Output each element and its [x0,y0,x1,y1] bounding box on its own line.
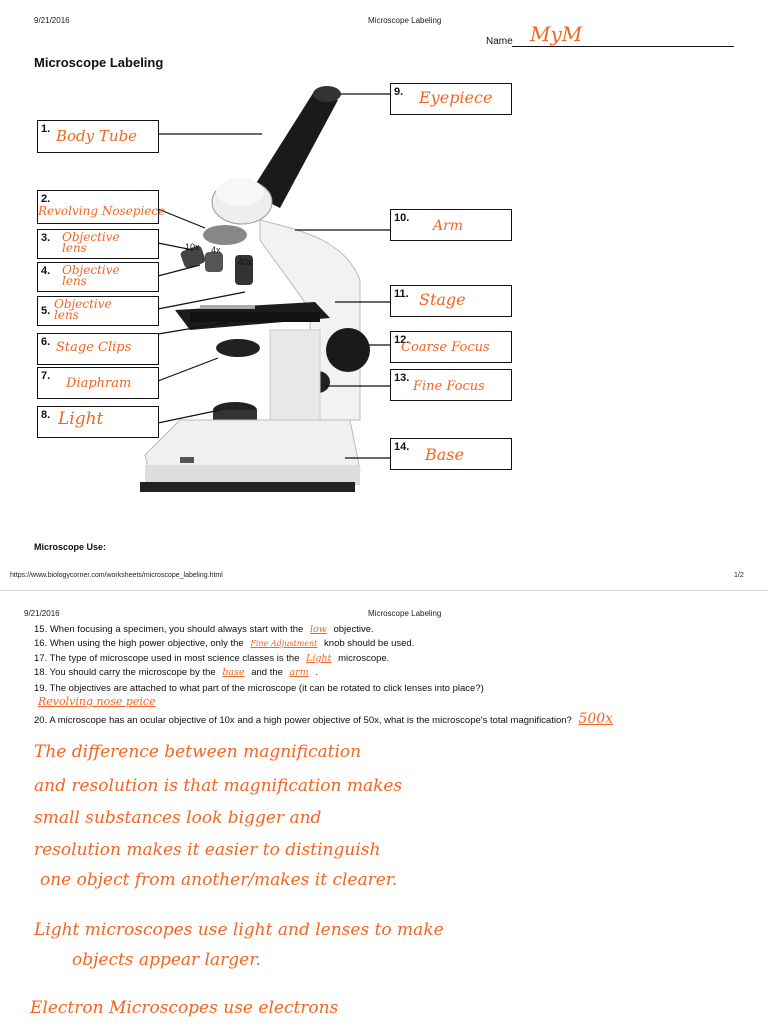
question-18 [34,667,318,678]
essay-line: The difference between magnification [34,742,362,762]
q18-answer-2: arm [289,667,309,678]
q16-post: knob should be used. [324,638,415,649]
label-answer: Light [58,409,104,429]
label-answer: Coarse Focus [401,340,490,355]
label-num: 9. [394,86,404,98]
label-box-8 [37,406,159,438]
question-20 [34,711,617,727]
footer-page: 1/2 [734,572,744,579]
question-19: 19. The objectives are attached to what part of the microscope (it can be rotated to click lenses into place?) [34,683,484,694]
question-15 [34,624,374,635]
label-answer: Revolving Nosepiece [38,204,166,218]
page1-date: 9/21/2016 [34,16,70,25]
essay-line: objects appear larger. [72,950,261,970]
lens-label-10x: 10x [185,242,200,252]
label-num: 5. [41,305,51,317]
q16-answer: Fine Adjustment [250,639,318,648]
q20-text: 20. A microscope has an ocular objective of 10x and a high power objective of 50x, what is the microscope's total magnification? [34,715,572,726]
label-num: 4. [41,265,51,277]
label-num: 10. [394,212,410,224]
label-num: 2. [41,193,51,205]
label-answer: Stage [419,290,466,309]
label-box-10 [390,209,512,241]
q18-text: 18. You should carry the microscope by the [34,667,216,678]
page2-date: 9/21/2016 [24,609,60,618]
label-answer: Base [425,445,464,464]
label-answer: Objective lens [54,297,112,322]
label-num: 3. [41,232,51,244]
page2-header-title: Microscope Labeling [368,609,442,618]
label-num: 6. [41,336,51,348]
label-box-9 [390,83,512,115]
question-17 [34,653,389,664]
label-box-6 [37,333,159,365]
q17-answer: Light [306,653,332,664]
q18-mid: and the [251,667,283,678]
q15-text: 15. When focusing a specimen, you should always start with the [34,624,304,635]
label-num: 7. [41,370,51,382]
q16-text: 16. When using the high power objective, only the [34,638,244,649]
microscope-use-heading: Microscope Use: [34,542,107,552]
label-answer: Objective lens [62,230,120,255]
label-box-13 [390,369,512,401]
q17-text: 17. The type of microscope used in most science classes is the [34,653,300,664]
label-box-4 [37,262,159,292]
name-label: Name [486,36,513,47]
essay-line: one object from another/makes it clearer. [40,870,398,890]
page-title: Microscope Labeling [34,55,164,70]
label-answer: Arm [433,218,464,234]
label-answer: Stage Clips [56,340,132,355]
page1-header-title: Microscope Labeling [368,16,442,25]
page-divider [0,590,768,591]
essay-line: resolution makes it easier to distinguish [34,840,381,860]
label-answer: Eyepiece [419,88,493,107]
lens-label-4x: 4x [211,245,221,255]
label-answer: Body Tube [56,127,138,145]
label-box-5 [37,296,159,326]
q18-answer-1: base [222,667,245,678]
label-box-11 [390,285,512,317]
label-num: 12. [394,334,410,346]
label-num: 13. [394,372,410,384]
name-value: MyM [530,22,583,46]
label-num: 1. [41,123,51,135]
question-16 [34,638,414,649]
label-answer: Fine Focus [413,379,485,394]
essay-line: Light microscopes use light and lenses to make [34,920,444,940]
lens-label-40x: 40x [238,257,253,267]
label-answer: Diaphram [66,376,132,391]
question-19-answer-line [34,695,160,708]
q20-answer: 500x [578,711,614,727]
label-answer: Objective lens [62,263,120,288]
label-num: 8. [41,409,51,421]
footer-url: https://www.biologycorner.com/worksheets/microscope_labeling.html [10,572,223,579]
q17-post: microscope. [338,653,390,664]
essay-line: small substances look bigger and [34,808,322,828]
label-num: 11. [394,288,409,300]
label-box-14 [390,438,512,470]
q19-answer: Revolving nose peice [38,695,156,708]
q15-answer: low [309,624,327,635]
q15-post: objective. [333,624,374,635]
label-box-1 [37,120,159,153]
label-num: 14. [394,441,410,453]
essay-line: and resolution is that magnification makes [34,776,403,796]
q18-post: . [315,667,319,678]
label-box-12 [390,331,512,363]
label-box-3 [37,229,159,259]
label-box-7 [37,367,159,399]
label-box-2 [37,190,166,224]
essay-line: Electron Microscopes use electrons [30,998,339,1018]
